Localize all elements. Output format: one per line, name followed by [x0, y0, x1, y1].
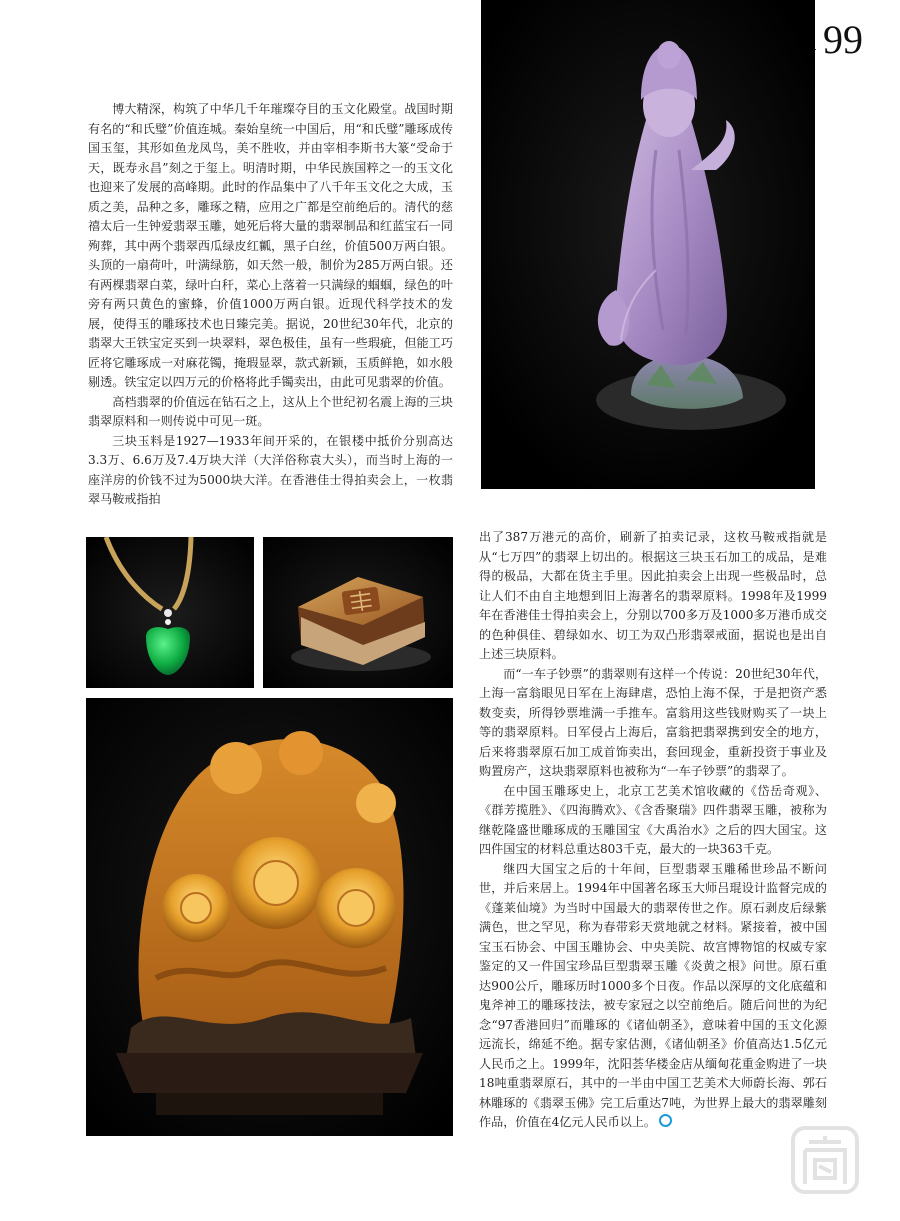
left-text-column: [88, 100, 453, 510]
shang-seal-watermark: [789, 1124, 861, 1196]
peony-carving-photo: [86, 698, 453, 1136]
guanyin-statue-photo: [481, 0, 815, 489]
paragraph: 三块玉料是1927—1933年间开采的，在银楼中抵价分别高达3.3万、6.6万及7.4万块大洋（大洋俗称袁大头），而当时上海的一座洋房的价钱不过为5000块大洋。在香港佳士得拍卖会上，一枚翡翠马鞍戒指拍: [88, 433, 453, 506]
jade-seal-photo: [263, 537, 453, 688]
paragraph: 出了387万港元的高价，刷新了拍卖记录，这枚马鞍戒指就是从“七万四”的翡翠上切出的。根据这三块玉石加工的成品，是难得的极品，大都在货主手里。因此拍卖会上出现一些极品时，总让人们不由自主地想到旧上海著名的翡翠原料。1998年及1999年在香港佳士得拍卖会上，分别以700多万及1000多万港币成交的色种俱佳、碧绿如水、切工为双凸形翡翠戒面，据说也是出自上述三块原料。: [479, 530, 827, 661]
right-text-column: [479, 528, 827, 1133]
page-number: 99: [823, 17, 863, 62]
paragraph: [479, 860, 827, 1133]
end-mark-icon: [659, 1114, 672, 1127]
paragraph: 在中国玉雕琢史上，北京工艺美术馆收藏的《岱岳奇观》、《群芳揽胜》、《四海腾欢》、《含香聚瑞》四件翡翠玉雕，被称为继乾隆盛世雕琢成的玉雕国宝《大禹治水》之后的四大国宝。这四件国宝的材料总重达803千克，最大的一块363千克。: [479, 783, 827, 856]
paragraph: 高档翡翠的价值远在钻石之上，这从上个世纪初名震上海的三块翡翠原料和一则传说中可见一斑。: [88, 394, 453, 428]
jade-pendant-photo: [86, 537, 254, 688]
paragraph: 博大精深，构筑了中华几千年璀璨夺目的玉文化殿堂。战国时期有名的“和氏璧”价值连城。秦始皇统一中国后，用“和氏璧”雕琢成传国玉玺，其形如鱼龙凤鸟，美不胜收，并由宰相李斯书大篆“受命于天，既寿永昌”刻之于玺上。明清时期，中华民族国粹之一的玉文化也迎来了发展的高峰期。此时的作品集中了八千年玉文化之大成，玉质之美，品种之多，雕琢之精，应用之广都是空前绝后的。清代的慈禧太后一生钟爱翡翠玉雕，她死后将大量的翡翠制品和红蓝宝石一同殉葬，其中两个翡翠西瓜绿皮红瓤，黑子白丝，价值500万两白银。头顶的一扇荷叶，叶满绿筋，如天然一般，制价为285万两白银。还有两棵翡翠白菜，绿叶白秆，菜心上落着一只满绿的蝈蝈，绿色的叶旁有两只黄色的蜜蜂，价值1000万两白银。近现代科学技术的发展，使得玉的雕琢技术也日臻完美。据说，20世纪30年代，北京的翡翠大王铁宝定买到一块翠料，翠色极佳，虽有一些瑕疵，但能工巧匠将它雕琢成一对麻花镯，掩瑕显翠，款式新颖，玉质鲜艳，如水般剔透。铁宝定以四万元的价格将此手镯卖出，由此可见翡翠的价值。: [88, 102, 453, 389]
paragraph: 而“一车子钞票”的翡翠则有这样一个传说：20世纪30年代，上海一富翁眼见日军在上海肆虐，恐怕上海不保，于是把资产悉数变卖，所得钞票堆满一手推车。富翁用这些钱财购买了一块上等的翡翠原料。日军侵占上海后，富翁把翡翠携到安全的地方，后来将翡翠原石加工成首饰卖出，套回现金，重新投资于事业及购置房产，这块翡翠原料也被称为“一车子钞票”的翡翠了。: [479, 666, 827, 778]
paragraph-text: 继四大国宝之后的十年间，巨型翡翠玉雕稀世珍品不断问世，并后来居上。1994年中国著名琢玉大师吕琨设计监督完成的《蓬莱仙境》为当时中国最大的翡翠传世之作。原石剥皮后绿紫满色，世之罕见，称为春带彩天赏地就之材料。紧接着，被中国宝玉石协会、中国玉雕协会、中央美院、故宫博物馆的权威专家鉴定的又一件国宝珍品巨型翡翠玉雕《炎黄之根》问世。原石重达900公斤，雕琢历时1000多个日夜。作品以深厚的文化底蕴和鬼斧神工的雕琢技法，被专家冠之以空前绝后。随后问世的为纪念“97香港回归”而雕琢的《诸仙朝圣》，意味着中国的玉文化源远流长，绵延不绝。据专家估测，《诸仙朝圣》价值高达1.5亿元人民币之上。1999年，沈阳荟华楼金店从缅甸花重金购进了一块18吨重翡翠原石，其中的一半由中国工艺美术大师蔚长海、郭石林雕琢的《翡翠玉佛》完工后重达7吨，为世界上最大的翡翠雕刻作品，价值在4亿元人民币以上。: [479, 861, 827, 1129]
